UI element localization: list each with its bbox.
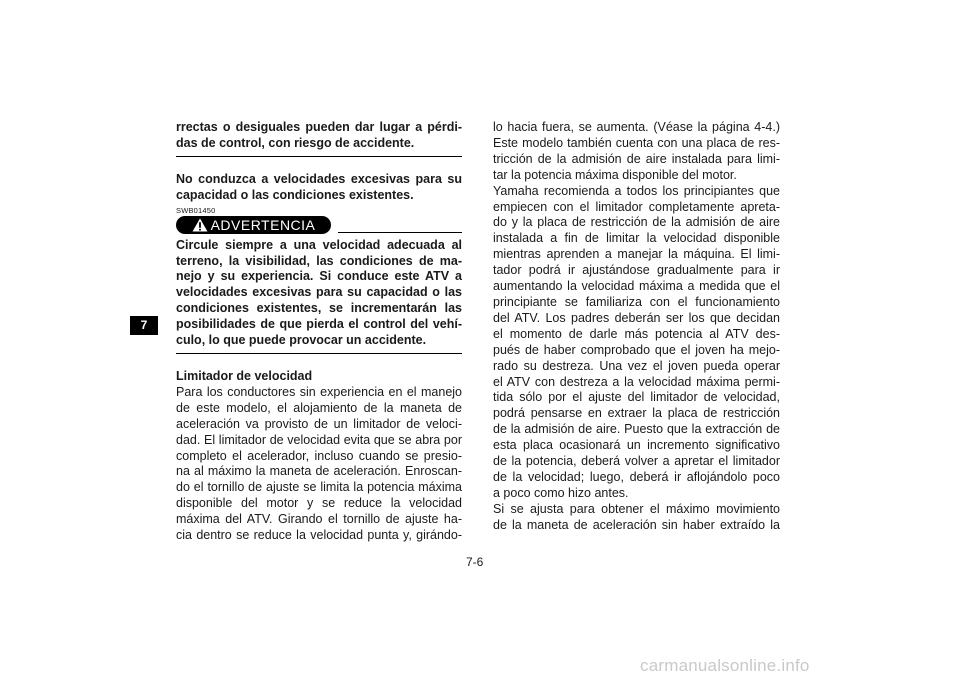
text-line: de la maneta de aceleración sin haber extraído la bbox=[493, 517, 780, 532]
text-line: del ATV. Los padres deberán ser los que decidan bbox=[493, 310, 780, 325]
text-line: cia dentro se reduce la velocidad punta y, girándo- bbox=[176, 528, 462, 543]
paragraph-hazard-continued bbox=[176, 120, 462, 152]
text-line: pués de haber comprobado que el joven ha mejo- bbox=[493, 342, 780, 357]
text-line: No conduzca a velocidades excesivas para su bbox=[176, 171, 462, 186]
text-line: tar la potencia máxima disponible del motor. bbox=[493, 167, 737, 182]
paragraph-speed-warning bbox=[176, 172, 462, 204]
text-line: do el tornillo de ajuste se limita la potencia máxima bbox=[176, 480, 462, 495]
text-line: empiecen con el limitador completamente apreta- bbox=[493, 199, 780, 214]
text-line: na al máximo la maneta de aceleración. Enroscan- bbox=[176, 464, 462, 479]
watermark: carmanualsonline.info bbox=[640, 656, 810, 675]
text-line: de la potencia, deberá volver a apretar el limitador bbox=[493, 454, 780, 469]
page-number: 7-6 bbox=[466, 555, 484, 569]
warning-badge bbox=[176, 216, 331, 234]
text-line: completo el acelerador, incluso cuando se presio- bbox=[176, 448, 462, 463]
warning-label: ADVERTENCIA bbox=[210, 216, 316, 233]
text-line: velocidades excesivas para su capacidad o las bbox=[176, 285, 462, 300]
text-line: dad. El limitador de velocidad evita que se abra por bbox=[176, 432, 462, 447]
text-line: disponible del motor y se reduce la velocidad bbox=[176, 496, 462, 511]
text-line: Circule siempre a una velocidad adecuada al bbox=[176, 237, 462, 252]
text-line: das de control, con riesgo de accidente. bbox=[176, 135, 415, 150]
warning-header bbox=[176, 216, 462, 234]
text-line: principiante se familiariza con el funcionamiento bbox=[493, 294, 780, 309]
left-column bbox=[176, 120, 462, 544]
text-line: tricción de la admisión de aire instalada para limi- bbox=[493, 151, 780, 166]
text-line: lo hacia fuera, se aumenta. (Véase la página 4-4.) bbox=[493, 120, 780, 134]
warning-rule bbox=[338, 232, 462, 233]
warning-triangle-icon bbox=[192, 218, 208, 232]
text-line: rado su destreza. Una vez el joven pueda operar bbox=[493, 358, 780, 373]
text-line: esta placa ocasionará un incremento significativo bbox=[493, 438, 780, 453]
text-line: mientras aprenden a manejar la máquina. El limi- bbox=[493, 247, 780, 262]
paragraph-speed-limiter bbox=[176, 385, 462, 544]
text-line: do y la placa de restricción de la admisión de aire bbox=[493, 215, 780, 230]
text-line: a poco como hizo antes. bbox=[493, 485, 629, 500]
text-line: podrá pensarse en extraer la placa de restricción bbox=[493, 406, 780, 421]
text-line: el momento de darle más potencia al ATV des- bbox=[493, 326, 780, 341]
text-line: de la admisión de aire. Puesto que la extracción de bbox=[493, 422, 780, 437]
text-line: capacidad o las condiciones existentes. bbox=[176, 187, 414, 202]
text-line: máxima del ATV. Girando el tornillo de ajuste ha- bbox=[176, 512, 462, 527]
text-line: de la velocidad; luego, deberá ir aflojándolo poco bbox=[493, 469, 780, 484]
text-line: culo, lo que puede provocar un accidente. bbox=[176, 333, 427, 348]
chapter-tab: 7 bbox=[130, 316, 158, 335]
section-heading: Limitador de velocidad bbox=[176, 368, 313, 383]
text-line: posibilidades de que pierda el control del vehí- bbox=[176, 317, 462, 332]
text-line: condiciones existentes, se incrementarán las bbox=[176, 301, 462, 316]
text-line: Yamaha recomienda a todos los principiantes que bbox=[493, 183, 780, 198]
paragraph-yamaha-recommendation bbox=[493, 184, 780, 502]
text-line: Si se ajusta para obtener el máximo movimiento bbox=[493, 501, 780, 516]
text-line: nejo y su experiencia. Si conduce este ATV a bbox=[176, 269, 462, 284]
text-line: instalada a fin de limitar la velocidad disponible bbox=[493, 231, 780, 246]
paragraph-max-throttle bbox=[493, 502, 780, 534]
text-line: aceleración va provisto de un limitador de veloci- bbox=[176, 416, 462, 431]
paragraph-limiter-continued bbox=[493, 120, 780, 184]
text-line: Para los conductores sin experiencia en el manejo bbox=[176, 384, 462, 399]
text-line: de este modelo, el alojamiento de la maneta de bbox=[176, 400, 462, 415]
warning-code: SWB01450 bbox=[176, 205, 216, 215]
text-line: tador podrá ir ajustándose gradualmente para ir bbox=[493, 263, 780, 278]
text-line: Este modelo también cuenta con una placa de res- bbox=[493, 135, 780, 150]
text-line: rrectas o desiguales pueden dar lugar a pérdi- bbox=[176, 120, 462, 134]
right-column bbox=[493, 120, 780, 534]
text-line: el ATV con destreza a la velocidad máxima permi- bbox=[493, 374, 780, 389]
text-line: tida sólo por el ajuste del limitador de velocidad, bbox=[493, 390, 780, 405]
text-line: terreno, la visibilidad, las condiciones de ma- bbox=[176, 253, 462, 268]
text-line: aumentando la velocidad máxima a medida que el bbox=[493, 279, 780, 294]
warning-body bbox=[176, 238, 462, 349]
